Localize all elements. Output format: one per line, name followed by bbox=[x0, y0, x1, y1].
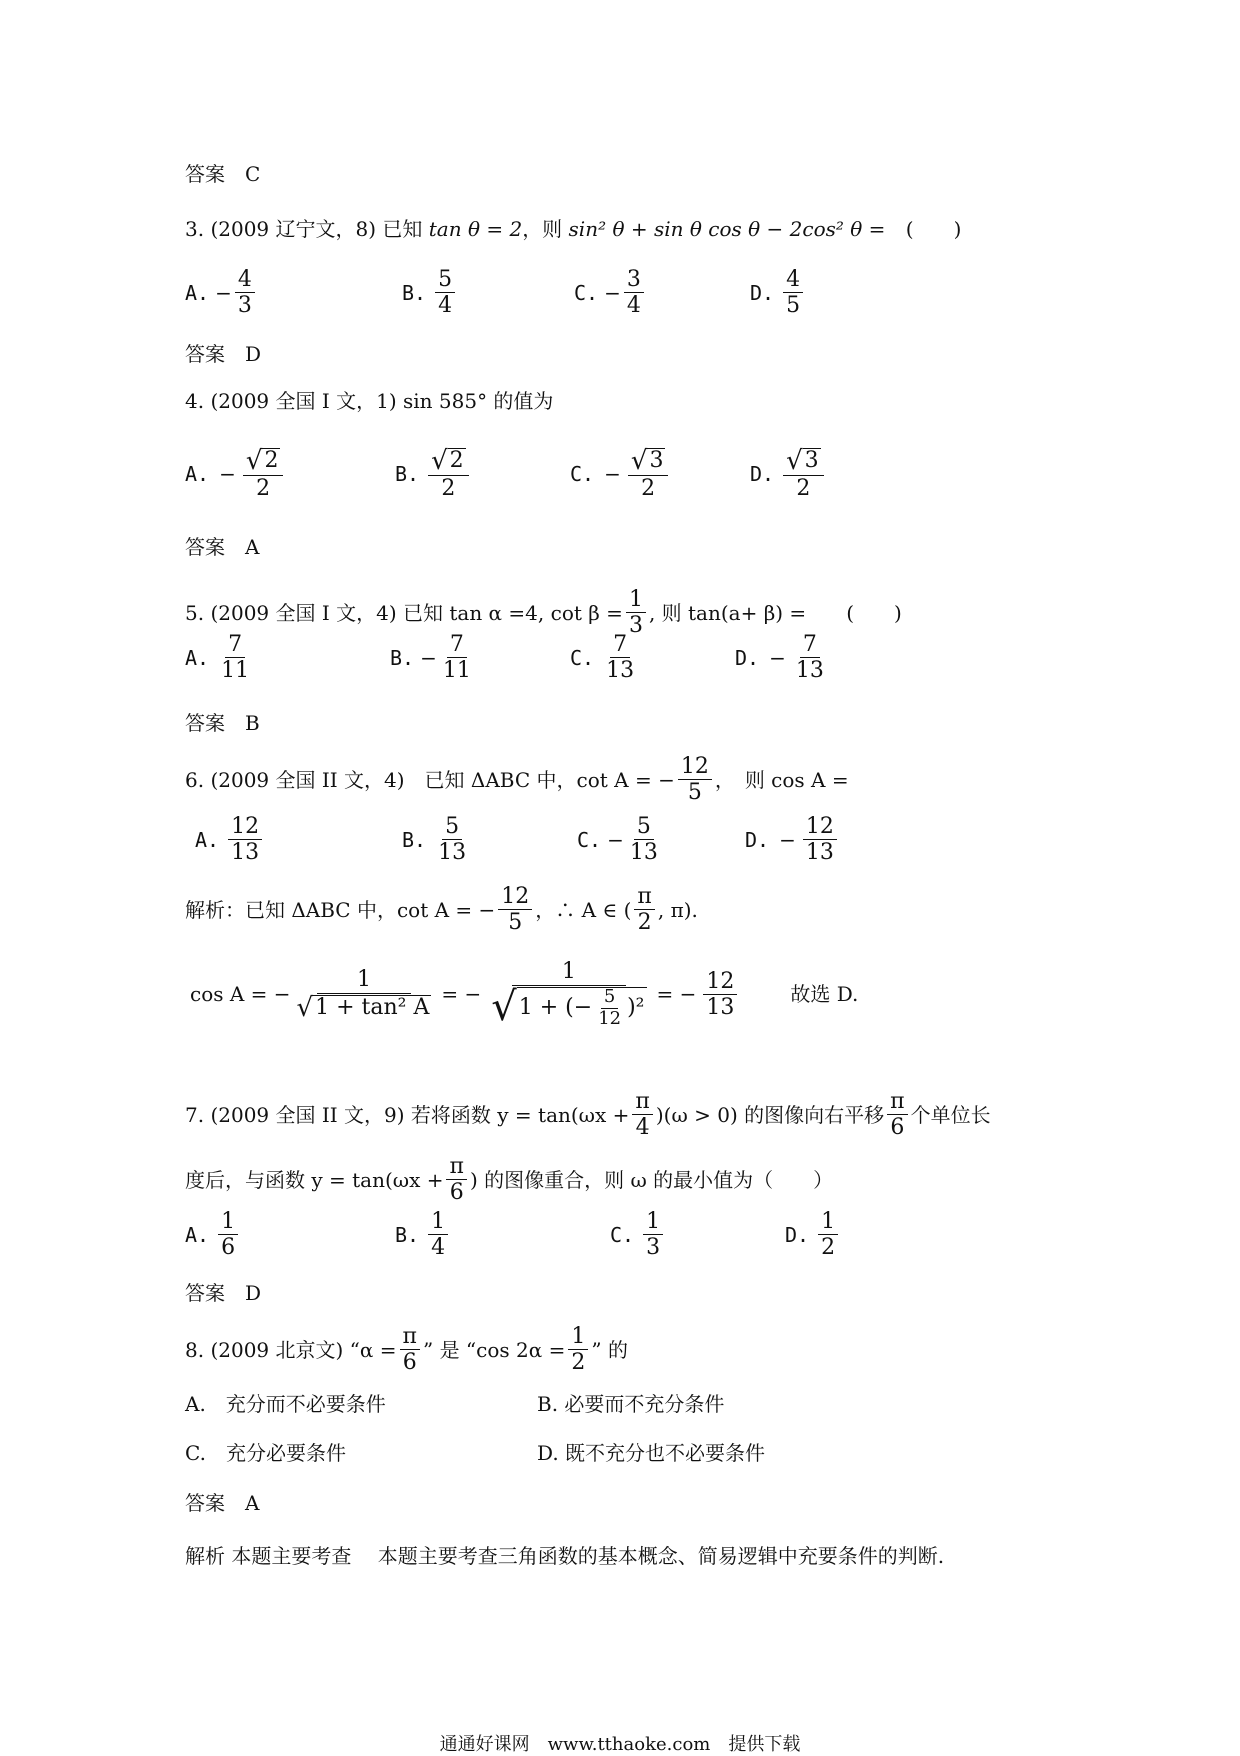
q3-mid: ，则 bbox=[522, 217, 563, 241]
q7-l1-suffix: 个单位长 bbox=[910, 1102, 991, 1127]
opt-label: B. bbox=[402, 280, 427, 305]
opt-sign: − bbox=[604, 462, 621, 487]
denominator: 4 bbox=[431, 1235, 446, 1261]
q6-option-c bbox=[577, 815, 664, 864]
equals: = − bbox=[656, 982, 697, 1007]
opt-label: C. bbox=[570, 645, 595, 670]
fraction bbox=[783, 268, 803, 317]
numerator: 7 bbox=[800, 633, 820, 658]
denominator: 2 bbox=[441, 476, 456, 502]
answer-q4: 答案 A bbox=[185, 535, 260, 559]
numerator: 1 bbox=[818, 1210, 838, 1235]
numerator: 1 bbox=[626, 588, 646, 613]
question-6-stem bbox=[185, 755, 849, 804]
q3-option-a bbox=[185, 268, 258, 317]
denominator bbox=[488, 986, 649, 1029]
opt-label: A. bbox=[185, 280, 210, 305]
fraction bbox=[887, 1090, 907, 1139]
opt-label: A. bbox=[185, 1222, 210, 1247]
sqrt bbox=[631, 448, 666, 474]
q6-analysis bbox=[185, 885, 698, 934]
fraction bbox=[627, 815, 661, 864]
q8-option-b: B. 必要而不充分条件 bbox=[537, 1392, 725, 1416]
opt-sign: − bbox=[219, 462, 236, 487]
opt-sign: − bbox=[604, 280, 621, 305]
denominator: 3 bbox=[628, 613, 643, 639]
denominator: 13 bbox=[438, 840, 467, 866]
denominator: 4 bbox=[626, 293, 641, 319]
radical-icon: √ bbox=[431, 446, 448, 476]
q6-option-a bbox=[195, 815, 265, 864]
denominator: 2 bbox=[796, 476, 811, 502]
opt-label: A. bbox=[195, 827, 220, 852]
q7-l2-suffix: ) 的图像重合，则 ω 的最小值为（ ） bbox=[469, 1167, 834, 1192]
fraction bbox=[634, 885, 654, 934]
opt-label: C. bbox=[610, 1222, 635, 1247]
opt-sign: − bbox=[779, 827, 796, 852]
fraction bbox=[783, 448, 824, 500]
answer-q7: 答案 D bbox=[185, 1281, 262, 1305]
numerator: 1 bbox=[568, 1325, 588, 1350]
radical-icon: √ bbox=[630, 446, 648, 476]
fraction bbox=[428, 448, 469, 500]
question-8-stem bbox=[185, 1325, 628, 1374]
q5-suffix: , 则 tan(a+ β) = bbox=[648, 600, 807, 625]
opt-label: B. bbox=[395, 1222, 420, 1247]
q5-paren: ( ) bbox=[846, 600, 902, 625]
numerator: 7 bbox=[225, 633, 245, 658]
q8-option-c: C. 充分必要条件 bbox=[185, 1441, 346, 1465]
fraction bbox=[435, 268, 455, 317]
cos-prefix: cos A = − bbox=[190, 982, 291, 1007]
q3-option-b bbox=[402, 268, 458, 317]
denominator: 6 bbox=[402, 1350, 417, 1376]
fraction bbox=[568, 1325, 588, 1374]
opt-label: D. bbox=[745, 827, 770, 852]
opt-sign: − bbox=[607, 827, 624, 852]
analysis-mid: ，∴ A ∈ ( bbox=[535, 897, 632, 922]
q3-prefix: 3. (2009 辽宁文，8) 已知 bbox=[185, 217, 423, 241]
numerator: 4 bbox=[783, 268, 803, 293]
numerator: 3 bbox=[624, 268, 644, 293]
answer-q5: 答案 B bbox=[185, 711, 260, 735]
fraction bbox=[235, 268, 255, 317]
numerator: 5 bbox=[435, 268, 455, 293]
q7-option-a bbox=[185, 1210, 241, 1259]
fraction bbox=[218, 633, 252, 682]
q6-option-d bbox=[745, 815, 840, 864]
denominator: 4 bbox=[438, 293, 453, 319]
numerator: 5 bbox=[442, 815, 462, 840]
denominator: 2 bbox=[256, 476, 271, 502]
numerator: π bbox=[634, 885, 654, 910]
fraction bbox=[595, 988, 624, 1029]
opt-label: C. bbox=[577, 827, 602, 852]
fraction bbox=[626, 588, 646, 637]
fraction bbox=[678, 755, 712, 804]
fraction bbox=[428, 1210, 448, 1259]
q6-cos-derivation bbox=[190, 960, 858, 1029]
fraction bbox=[624, 268, 644, 317]
radicand: 2 bbox=[264, 448, 279, 473]
numerator: 12 bbox=[678, 755, 712, 780]
opt-label: B. bbox=[390, 645, 415, 670]
fraction bbox=[294, 968, 435, 1021]
q8-prefix: 8. (2009 北京文) “α = bbox=[185, 1337, 397, 1362]
numerator: π bbox=[400, 1325, 420, 1350]
fraction bbox=[603, 633, 637, 682]
q8-option-d: D. 既不充分也不必要条件 bbox=[537, 1441, 766, 1465]
fraction bbox=[400, 1325, 420, 1374]
fraction bbox=[643, 1210, 663, 1259]
opt-sign: − bbox=[769, 645, 786, 670]
numerator: π bbox=[632, 1090, 652, 1115]
numerator bbox=[783, 448, 824, 476]
fraction bbox=[703, 970, 737, 1019]
q8-suffix: ” 的 bbox=[591, 1337, 628, 1362]
numerator: 1 bbox=[512, 960, 626, 986]
question-5-stem bbox=[185, 588, 902, 637]
radical-icon: √ bbox=[491, 984, 517, 1031]
numerator bbox=[243, 448, 284, 476]
numerator: 4 bbox=[235, 268, 255, 293]
sqrt bbox=[786, 448, 821, 474]
numerator: 5 bbox=[634, 815, 654, 840]
fraction bbox=[218, 1210, 238, 1259]
fraction bbox=[228, 815, 262, 864]
answer-q2: 答案 C bbox=[185, 162, 261, 186]
q7-l1-mid: )(ω > 0) 的图像向右平移 bbox=[655, 1102, 885, 1127]
fraction bbox=[803, 815, 837, 864]
answer-q8: 答案 A bbox=[185, 1491, 260, 1515]
analysis-prefix: 解析：已知 ΔABC 中，cot A = − bbox=[185, 897, 496, 922]
q8-option-a: A. 充分而不必要条件 bbox=[185, 1392, 386, 1416]
sqrt bbox=[491, 984, 646, 1031]
opt-label: A. bbox=[185, 645, 210, 670]
fraction bbox=[632, 1090, 652, 1139]
q4-option-c bbox=[570, 448, 671, 500]
denominator: 4 bbox=[635, 1115, 650, 1141]
numerator: 5 bbox=[601, 988, 618, 1009]
numerator: π bbox=[446, 1155, 466, 1180]
denominator: 11 bbox=[442, 658, 471, 684]
numerator: 1 bbox=[317, 968, 411, 994]
q5-option-c bbox=[570, 633, 640, 682]
q6-suffix: ， 则 cos A = bbox=[714, 767, 849, 792]
fraction bbox=[440, 633, 474, 682]
radical-icon: √ bbox=[296, 992, 314, 1023]
fraction bbox=[435, 815, 469, 864]
q5-option-a bbox=[185, 633, 255, 682]
denominator: 13 bbox=[706, 994, 735, 1020]
opt-sign: − bbox=[215, 280, 232, 305]
denominator: 3 bbox=[646, 1235, 661, 1261]
denominator: 13 bbox=[629, 840, 658, 866]
denominator bbox=[294, 994, 435, 1021]
fraction bbox=[793, 633, 827, 682]
answer-q3: 答案 D bbox=[185, 342, 262, 366]
q6-option-b bbox=[402, 815, 472, 864]
denominator: 3 bbox=[237, 293, 252, 319]
opt-label: C. bbox=[574, 280, 599, 305]
opt-label: D. bbox=[735, 645, 760, 670]
denominator: 13 bbox=[231, 840, 260, 866]
numerator: 1 bbox=[428, 1210, 448, 1235]
q3-option-c bbox=[574, 268, 647, 317]
q3-condition: tan θ = 2 bbox=[428, 217, 523, 241]
q4-option-a bbox=[185, 448, 286, 500]
q7-option-d bbox=[785, 1210, 841, 1259]
equals: = − bbox=[441, 982, 482, 1007]
radical-icon: √ bbox=[245, 446, 263, 476]
question-4-stem: 4. (2009 全国 I 文，1) sin 585° 的值为 bbox=[185, 389, 554, 413]
numerator bbox=[428, 448, 469, 476]
denominator: 12 bbox=[598, 1007, 622, 1029]
numerator: 1 bbox=[643, 1210, 663, 1235]
denominator: 13 bbox=[606, 658, 635, 684]
q3-option-d bbox=[750, 268, 806, 317]
page-footer: 通通好课网 www.tthaoke.com 提供下载 bbox=[439, 1734, 801, 1755]
opt-label: A. bbox=[185, 462, 210, 487]
q7-l1-prefix: 7. (2009 全国 II 文，9) 若将函数 y = tan(ωx + bbox=[185, 1102, 630, 1127]
q4-option-b bbox=[395, 448, 472, 500]
denominator: 13 bbox=[805, 840, 834, 866]
opt-label: B. bbox=[402, 827, 427, 852]
opt-label: D. bbox=[785, 1222, 810, 1247]
denominator: 2 bbox=[571, 1350, 586, 1376]
q7-l2-prefix: 度后，与函数 y = tan(ωx + bbox=[185, 1167, 444, 1192]
sqrt bbox=[296, 992, 432, 1023]
q7-option-c bbox=[610, 1210, 666, 1259]
numerator: π bbox=[887, 1090, 907, 1115]
denominator: 6 bbox=[890, 1115, 905, 1141]
q8-analysis: 解析 本题主要考查 本题主要考查三角函数的基本概念、简易逻辑中充要条件的判断. bbox=[185, 1544, 945, 1568]
opt-label: D. bbox=[750, 280, 775, 305]
choose-d: 故选 D. bbox=[790, 982, 859, 1007]
radicand: 3 bbox=[649, 448, 664, 473]
numerator: 1 bbox=[218, 1210, 238, 1235]
numerator: 12 bbox=[803, 815, 837, 840]
radical-icon: √ bbox=[786, 446, 803, 476]
numerator: 7 bbox=[610, 633, 630, 658]
opt-label: C. bbox=[570, 462, 595, 487]
numerator: 12 bbox=[498, 885, 532, 910]
fraction bbox=[498, 885, 532, 934]
denominator: 6 bbox=[221, 1235, 236, 1261]
radicand bbox=[517, 987, 647, 1029]
fraction bbox=[818, 1210, 838, 1259]
fraction bbox=[243, 448, 284, 500]
question-3-stem bbox=[185, 218, 961, 240]
analysis-suffix: , π). bbox=[657, 897, 698, 922]
denominator: 6 bbox=[449, 1180, 464, 1206]
denominator: 5 bbox=[687, 780, 702, 806]
q5-option-b bbox=[390, 633, 477, 682]
q7-option-b bbox=[395, 1210, 451, 1259]
question-7-line-1 bbox=[185, 1090, 991, 1139]
denominator: 5 bbox=[508, 910, 523, 936]
opt-sign: − bbox=[420, 645, 437, 670]
inner-prefix: 1 + (− bbox=[518, 995, 593, 1021]
q5-prefix: 5. (2009 全国 I 文，4) 已知 tan α =4, cot β = bbox=[185, 600, 623, 625]
denominator: 13 bbox=[795, 658, 824, 684]
q6-prefix: 6. (2009 全国 II 文，4) 已知 ΔABC 中，cot A = − bbox=[185, 767, 675, 792]
numerator bbox=[628, 448, 669, 476]
radicand: 3 bbox=[804, 448, 819, 473]
q8-mid: ” 是 “cos 2α = bbox=[422, 1337, 566, 1362]
numerator: 12 bbox=[228, 815, 262, 840]
radicand: 1 + tan² A bbox=[315, 994, 430, 1020]
denominator: 2 bbox=[637, 910, 652, 936]
numerator: 12 bbox=[703, 970, 737, 995]
opt-label: B. bbox=[395, 462, 420, 487]
fraction bbox=[446, 1155, 466, 1204]
q3-expression: sin² θ + sin θ cos θ − 2cos² θ = bbox=[568, 217, 886, 241]
radicand: 2 bbox=[449, 448, 464, 473]
q5-option-d bbox=[735, 633, 830, 682]
opt-label: D. bbox=[750, 462, 775, 487]
denominator: 11 bbox=[221, 658, 250, 684]
denominator: 2 bbox=[821, 1235, 836, 1261]
fraction bbox=[628, 448, 669, 500]
q3-paren: ( ) bbox=[905, 217, 962, 241]
fraction bbox=[488, 960, 649, 1029]
sqrt bbox=[431, 448, 466, 474]
denominator: 2 bbox=[641, 476, 656, 502]
numerator: 7 bbox=[447, 633, 467, 658]
sqrt bbox=[246, 448, 281, 474]
q4-option-d bbox=[750, 448, 827, 500]
inner-suffix: )² bbox=[627, 995, 645, 1021]
denominator: 5 bbox=[786, 293, 801, 319]
question-7-line-2 bbox=[185, 1155, 833, 1204]
